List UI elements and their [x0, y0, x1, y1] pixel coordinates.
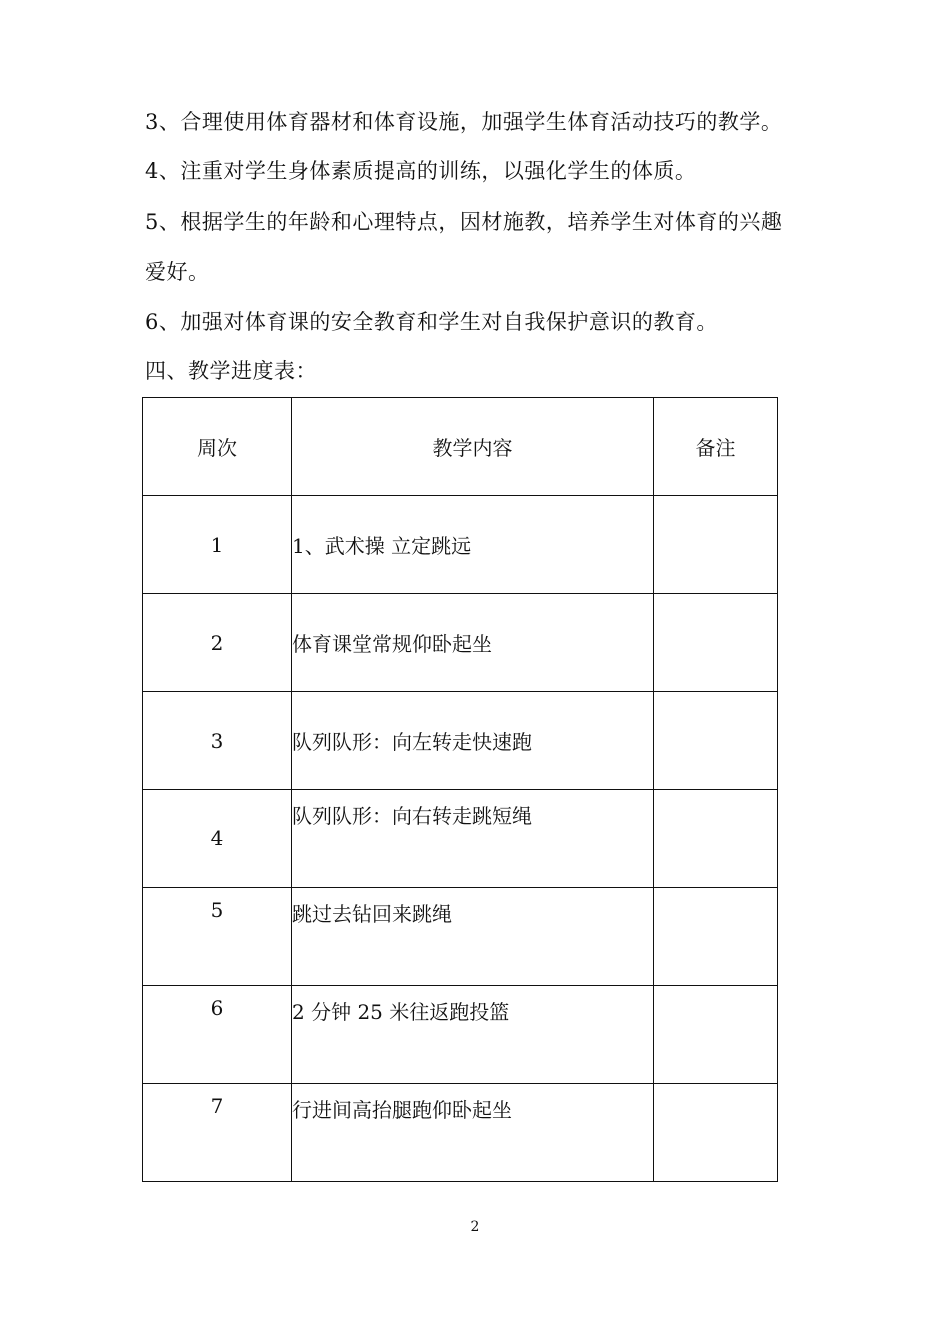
note-cell	[654, 986, 778, 1084]
table-header-row	[143, 398, 778, 496]
page-number: 2	[470, 1219, 480, 1235]
table-row	[143, 986, 778, 1084]
teaching-schedule-table	[142, 397, 778, 1182]
content-cell: 行进间高抬腿跑仰卧起坐	[292, 1084, 654, 1182]
section-heading: 四、教学进度表：	[145, 359, 317, 383]
week-cell: 2	[143, 594, 292, 692]
note-cell	[654, 1084, 778, 1182]
paragraph-item-6: 6、加强对体育课的安全教育和学生对自我保护意识的教育。	[145, 310, 718, 334]
week-cell: 1	[143, 496, 292, 594]
column-header-notes: 备注	[654, 398, 778, 496]
week-cell: 4	[143, 790, 292, 888]
week-cell: 3	[143, 692, 292, 790]
table-row	[143, 496, 778, 594]
column-header-week: 周次	[143, 398, 292, 496]
content-cell: 1、武术操 立定跳远	[292, 496, 654, 594]
paragraph-item-5-continued: 爱好。	[145, 260, 210, 284]
column-header-content: 教学内容	[292, 398, 654, 496]
content-cell: 队列队形：向右转走跳短绳	[292, 790, 654, 888]
table-row	[143, 692, 778, 790]
note-cell	[654, 888, 778, 986]
content-cell: 体育课堂常规仰卧起坐	[292, 594, 654, 692]
week-cell: 6	[143, 986, 292, 1084]
table-row	[143, 790, 778, 888]
paragraph-item-5: 5、根据学生的年龄和心理特点，因材施教，培养学生对体育的兴趣	[145, 210, 783, 234]
note-cell	[654, 496, 778, 594]
content-cell: 跳过去钻回来跳绳	[292, 888, 654, 986]
table-row	[143, 594, 778, 692]
content-cell: 2 分钟 25 米往返跑投篮	[292, 986, 654, 1084]
table-row	[143, 1084, 778, 1182]
content-cell: 队列队形：向左转走快速跑	[292, 692, 654, 790]
table-row	[143, 888, 778, 986]
note-cell	[654, 692, 778, 790]
note-cell	[654, 594, 778, 692]
paragraph-item-3: 3、合理使用体育器材和体育设施，加强学生体育活动技巧的教学。	[145, 110, 783, 134]
week-cell: 5	[143, 888, 292, 986]
note-cell	[654, 790, 778, 888]
week-cell: 7	[143, 1084, 292, 1182]
paragraph-item-4: 4、注重对学生身体素质提高的训练，以强化学生的体质。	[145, 159, 697, 183]
